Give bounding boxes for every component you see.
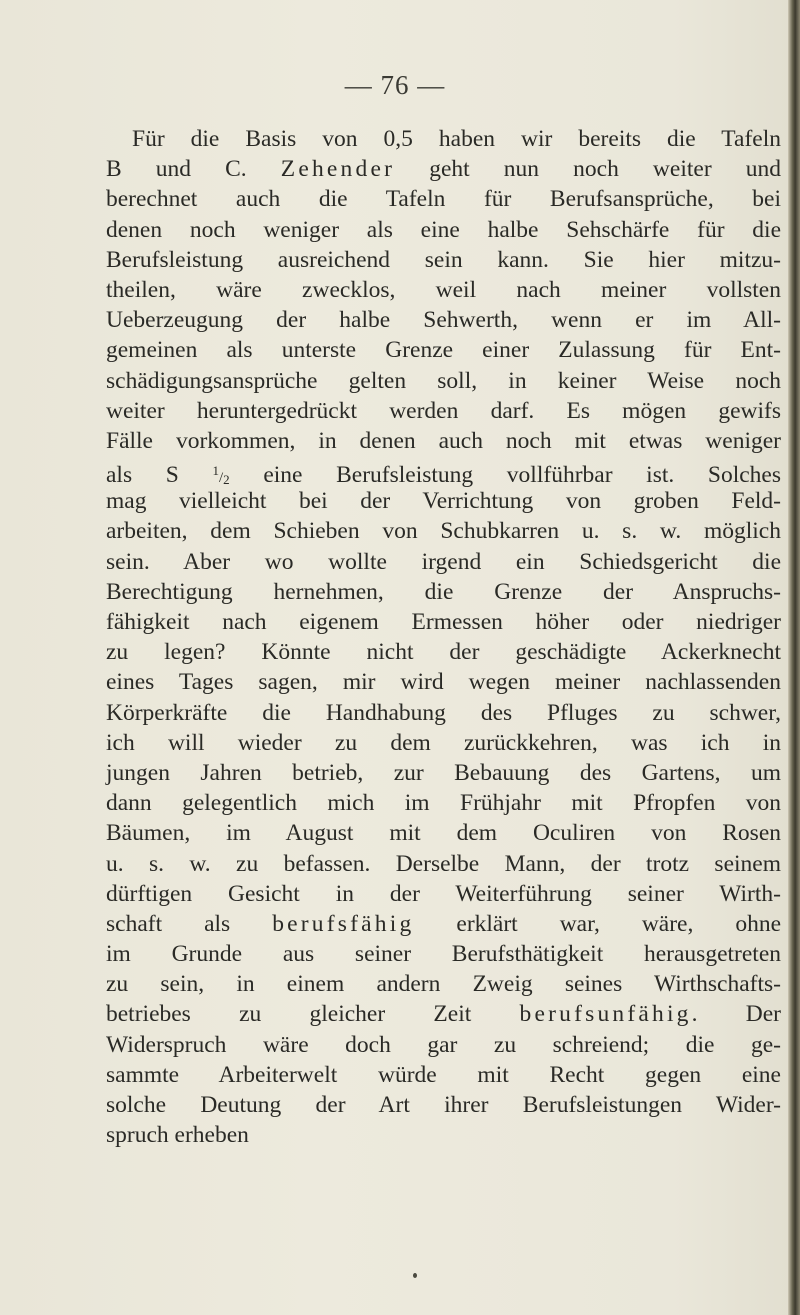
text-line: ich will wieder zu dem zurückkehren, was ich in <box>106 729 781 756</box>
text-line: dürftigen Gesicht in der Weiterführung seiner Wirth- <box>106 880 781 907</box>
text-line: berechnet auch die Tafeln für Berufsansprüche, bei <box>106 186 781 213</box>
text-segment: B und C. <box>106 156 247 183</box>
text-line: schädigungsansprüche gelten soll, in keiner Weise noch <box>106 367 781 394</box>
fraction-numerator: 1 <box>212 463 219 479</box>
text-line: gemeinen als unterste Grenze einer Zulassung für Ent- <box>106 337 781 364</box>
fraction-denominator: 2 <box>223 472 230 488</box>
text-line: eines Tages sagen, mir wird wegen meiner nachlassenden <box>106 669 781 696</box>
emphasized-word: Zehender <box>280 156 396 183</box>
page-number: — 76 — <box>344 70 446 100</box>
emphasized-word: berufsunfähig <box>519 1001 692 1028</box>
text-line: zu sein, in einem andern Zweig seines Wirthschafts- <box>106 971 781 998</box>
text-line <box>106 154 781 184</box>
text-segment: schaft als <box>106 910 231 937</box>
text-line: fähigkeit nach eigenem Ermessen höher oder niedriger <box>106 609 781 635</box>
text-line: sein. Aber wo wollte irgend ein Schiedsgericht die <box>106 548 781 575</box>
text-line: weiter heruntergedrückt werden darf. Es mögen gewifs <box>106 397 781 424</box>
text-segment: eine Berufsleistung vollführbar ist. Solches <box>263 462 782 489</box>
text-line: Für die Basis von 0,5 haben wir bereits die Tafeln <box>132 126 781 152</box>
text-segment: erklärt war, wäre, ohne <box>456 910 782 937</box>
text-line: arbeiten, dem Schieben von Schubkarren u. s. w. möglich <box>106 518 781 545</box>
text-line: spruch erheben <box>106 1122 249 1149</box>
text-line: Widerspruch wäre doch gar zu schreiend; die ge- <box>106 1031 781 1058</box>
fraction <box>212 463 230 488</box>
emphasized-word: berufsfähig <box>272 910 415 937</box>
text-line: sammte Arbeiterwelt würde mit Recht gegen eine <box>106 1061 781 1088</box>
page-edge <box>788 0 800 1315</box>
text-line: u. s. w. zu befassen. Derselbe Mann, der trotz seinem <box>106 850 781 877</box>
text-line: jungen Jahren betrieb, zur Bebauung des Gartens, um <box>106 759 781 786</box>
text-line: solche Deutung der Art ihrer Berufsleistungen Wider- <box>106 1092 781 1118</box>
text-line: dann gelegentlich mich im Frühjahr mit Pfropfen von <box>106 790 781 817</box>
text-line: Körperkräfte die Handhabung des Pfluges zu schwer, <box>106 699 781 726</box>
ink-speck <box>413 1273 417 1278</box>
text-line <box>106 909 781 939</box>
text-line: theilen, wäre zwecklos, weil nach meiner vollsten <box>106 276 781 303</box>
text-line: zu legen? Könnte nicht der geschädigte Ackerknecht <box>106 639 781 666</box>
text-segment: betriebes zu gleicher Zeit <box>106 1001 472 1028</box>
text-line: Berechtigung hernehmen, die Grenze der Anspruchs- <box>106 578 781 605</box>
text-segment: als S <box>106 462 179 489</box>
fraction-slash: / <box>218 470 224 487</box>
text-line <box>106 999 781 1029</box>
text-line: im Grunde aus seiner Berufsthätigkeit herausgetreten <box>106 941 781 968</box>
text-line: Bäumen, im August mit dem Oculiren von Rosen <box>106 820 781 847</box>
text-line <box>106 456 782 489</box>
text-line: Fälle vorkommen, in denen auch noch mit etwas weniger <box>106 427 781 454</box>
text-line: Berufsleistung ausreichend sein kann. Sie hier mitzu- <box>106 246 781 273</box>
text-line: Ueberzeugung der halbe Sehwerth, wenn er im All- <box>106 307 781 334</box>
text-segment: . Der <box>691 1001 781 1028</box>
text-line: mag vielleicht bei der Verrichtung von groben Feld- <box>106 488 781 515</box>
text-segment: geht nun noch weiter und <box>429 156 782 183</box>
paragraph <box>106 124 781 1150</box>
text-line: denen noch weniger als eine halbe Sehschärfe für die <box>106 216 781 243</box>
